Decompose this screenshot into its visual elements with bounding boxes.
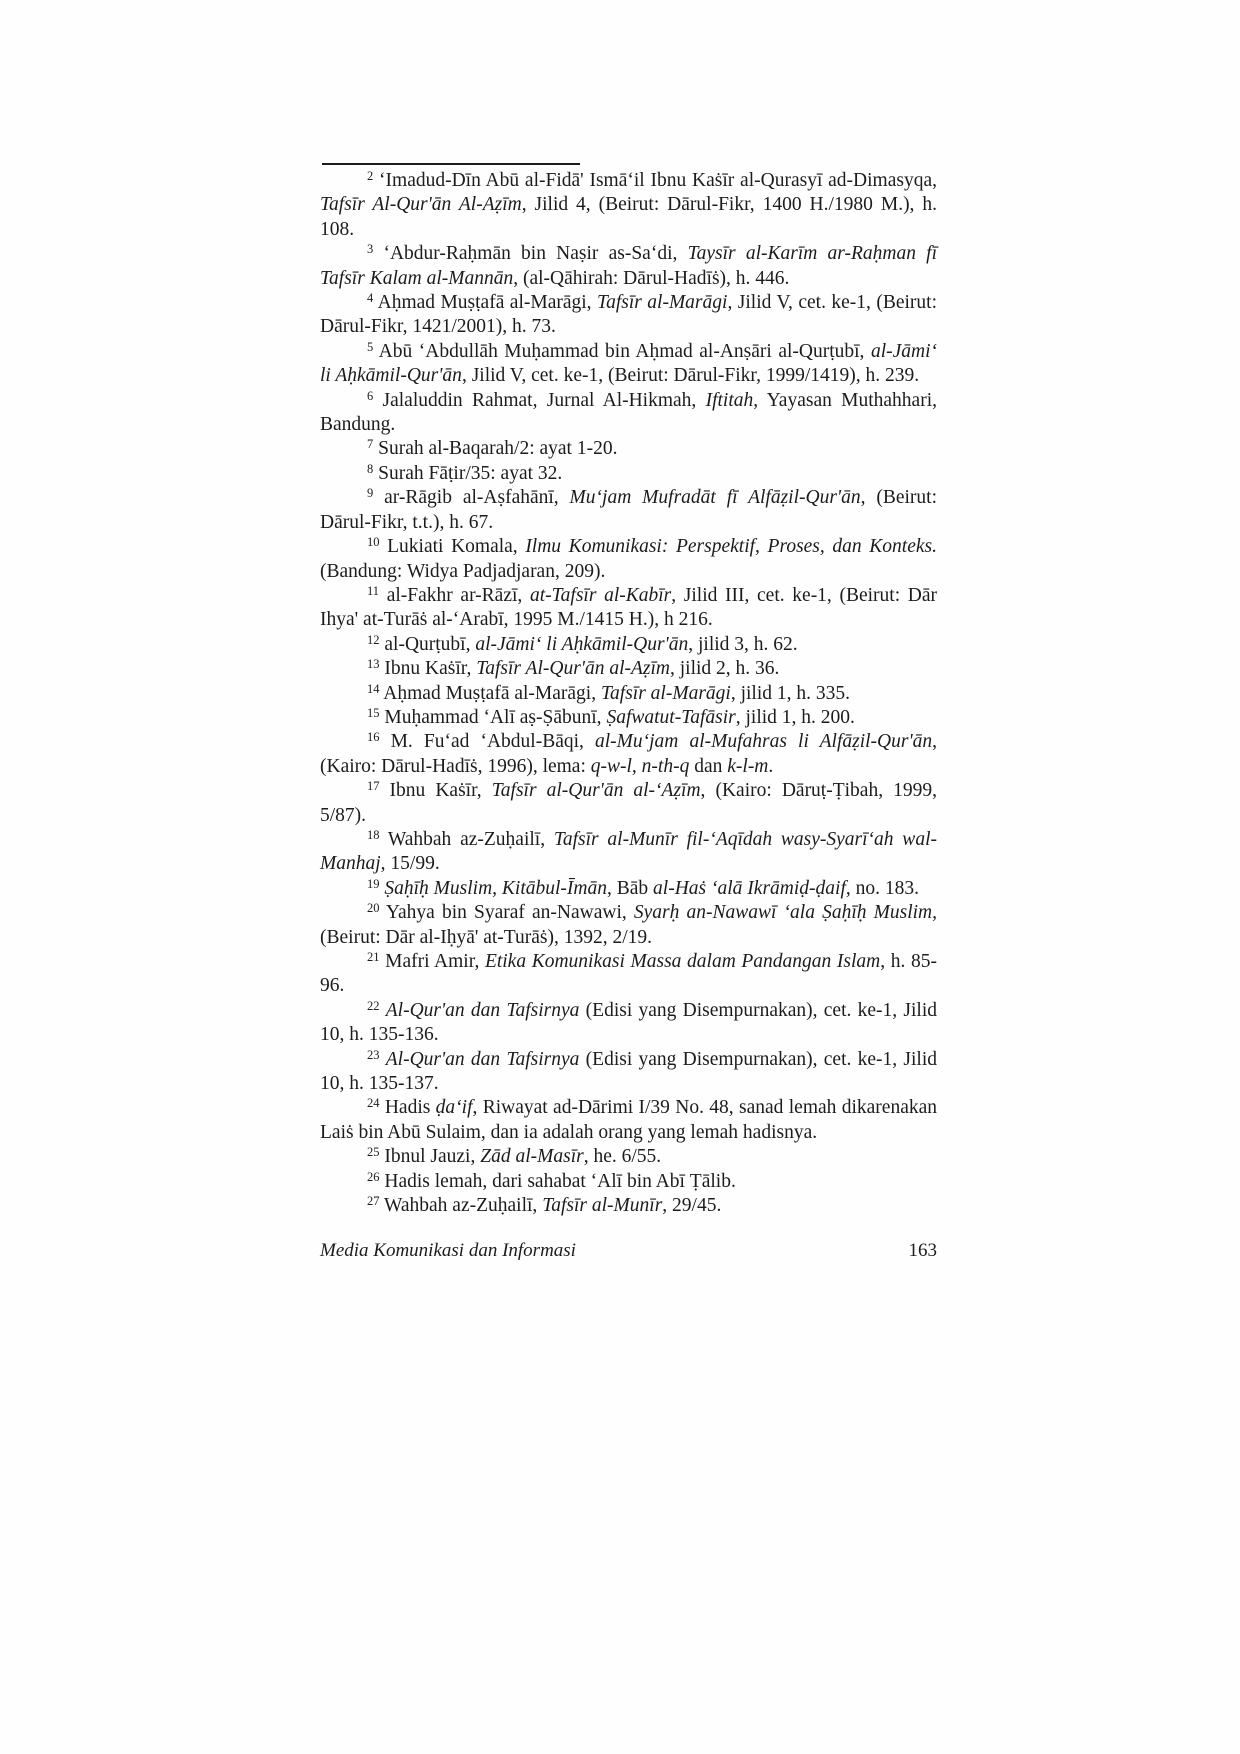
footnote-number: 20 — [367, 901, 380, 916]
footnote-text: Lukiati Komala, — [379, 536, 526, 558]
footnote-text: Jalaluddin Rahmat, Jurnal Al-Hikmah, — [373, 389, 706, 411]
footnote-text: , (al-Qāhirah: Dārul-Hadīṡ), h. 446. — [513, 267, 790, 289]
footnote-4 — [320, 291, 937, 340]
footnote-number: 27 — [367, 1194, 380, 1209]
footnote-italic-text: Al-Qur'an dan Tafsirnya — [385, 1048, 580, 1070]
footnote-number: 2 — [367, 169, 374, 183]
footnote-number: 21 — [367, 950, 380, 964]
footnote-text: , (Kairo: Dāruṭ-Ṭibah, 1999, 5/87). — [320, 780, 937, 826]
footnote-italic-text: Tafsīr al-Marāgi — [597, 292, 728, 314]
footnote-number: 14 — [367, 681, 380, 696]
journal-name: Media Komunikasi dan Informasi — [320, 1240, 576, 1261]
footnote-number: 22 — [367, 998, 380, 1013]
footnote-text: , h. 85-96. — [320, 951, 937, 997]
page-number: 163 — [908, 1240, 937, 1261]
footnote-text: Mafri Amir, — [379, 951, 485, 972]
footnote-italic-text: Iftitah — [705, 389, 754, 411]
footnote-text: (Beirut: Dār al-Iḥyā' at-Turāṡ), 1392, 2/19. — [320, 926, 653, 948]
footnote-19 — [320, 877, 937, 901]
footnote-text: al-Fakhr ar-Rāzī, — [379, 584, 530, 606]
footnote-number: 6 — [367, 388, 374, 403]
footnote-number: 9 — [367, 486, 374, 501]
footnote-text: , (Kairo: Dārul-Hadīṡ, 1996), lema: — [320, 731, 937, 777]
footnote-italic-text: Ṣafwatut-Tafāsir — [606, 706, 736, 728]
footnote-6 — [320, 389, 937, 438]
footnote-italic-text: al-Mu‘jam al-Mufahras li Alfāẓil-Qur'ān — [594, 731, 933, 753]
footnote-italic-text: al-Jāmi‘ li Aḥkāmil-Qur'ān — [320, 340, 937, 387]
footnote-italic-text: Ilmu Komunikasi: Perspektif, Proses, dan Konteks. — [525, 536, 937, 558]
footnote-11 — [320, 584, 937, 633]
footnote-27 — [320, 1194, 937, 1218]
footnote-text: , jilid 1, h. 200. — [735, 706, 855, 728]
footnote-text: Wahbah az-Zuḥailī, — [379, 1195, 543, 1217]
footnote-text: , Jilid V, cet. ke-1, (Beirut: Dārul-Fikr, 1999/1419), h. 239. — [461, 365, 920, 387]
footnote-number: 24 — [367, 1096, 380, 1111]
footnote-5 — [320, 340, 937, 389]
footnote-text: Hadis — [379, 1097, 436, 1119]
footnote-italic-text: Tafsīr al-Marāgi — [600, 682, 731, 704]
footnote-23 — [320, 1048, 937, 1097]
footnote-italic-text: Mu‘jam Mufradāt fī Alfāẓil-Qur'ān — [569, 487, 861, 509]
footnote-text: ‘Abdur-Raḥmān bin Naṣir as-Sa‘di, — [373, 243, 688, 265]
footnote-italic-text: Taysīr al-Karīm ar-Raḥman fī Tafsīr Kalam al-Mannān — [320, 243, 937, 289]
footnote-text: , jilid 1, h. 335. — [730, 682, 851, 704]
footnote-number: 25 — [367, 1145, 380, 1160]
footnote-3 — [320, 242, 937, 291]
footnote-text: Aḥmad Muṣṭafā al-Marāgi, — [379, 682, 601, 704]
footnote-12 — [320, 633, 937, 657]
footnote-text: Ibnu Kaṡīr, — [379, 780, 492, 802]
footnote-number: 23 — [367, 1047, 380, 1062]
footnote-italic-text: Ṣaḥīḥ Muslim, Kitābul-Īmān — [384, 877, 607, 899]
footnote-text: , 15/99. — [380, 853, 440, 875]
footnote-number: 12 — [367, 632, 380, 647]
footnote-15 — [320, 706, 937, 730]
footnote-24 — [320, 1096, 937, 1145]
footnote-number: 13 — [367, 657, 380, 672]
footnote-25 — [320, 1145, 937, 1169]
footnote-text: (Edisi yang Disempurnakan), cet. ke-1, Jilid 10, h. 135-137. — [320, 1048, 937, 1095]
footnotes — [320, 169, 937, 1218]
footnote-26 — [320, 1170, 937, 1194]
footnote-number: 11 — [367, 583, 380, 598]
footnote-text: , jilid 3, h. 62. — [688, 633, 798, 655]
footnote-number: 15 — [367, 705, 380, 720]
footnote-italic-text: ḍa‘if — [435, 1097, 473, 1119]
footnote-text: Ibnu Kaṡīr, — [379, 658, 477, 680]
footnote-number: 4 — [367, 291, 374, 306]
footnote-text: , Riwayat ad-Dārimi I/39 No. 48, sanad lemah dikarenakan Laiṡ bin Abū Sulaim, dan ia adalah orang yang lemah hadisnya. — [320, 1097, 938, 1143]
footnote-italic-text: Tafsīr al-Qur'ān al-‘Aẓīm — [491, 780, 701, 802]
footnote-10 — [320, 535, 937, 584]
footnote-text: , jilid 2, h. 36. — [670, 658, 780, 680]
footnote-text: M. Fu‘ad ‘Abdul-Bāqi, — [379, 731, 595, 753]
footnote-text: , Jilid III, cet. ke-1, (Beirut: Dār Ihya' at-Turāṡ al-‘Arabī, 1995 M./1415 H.), h 216. — [320, 584, 938, 631]
footnote-number: 19 — [367, 876, 380, 891]
footnote-21 — [320, 950, 937, 999]
footnote-italic-text: Tafsīr Al-Qur'ān Al-Aẓīm — [320, 194, 522, 216]
footnote-italic-text: Tafsīr al-Munīr — [542, 1195, 663, 1217]
footnote-text: Hadis lemah, dari sahabat ‘Alī bin Abī Ṭālib. — [379, 1170, 736, 1192]
footnote-20 — [320, 901, 937, 950]
footnote-number: 5 — [367, 339, 374, 354]
footnote-italic-text: Al-Qur'an dan Tafsirnya — [385, 999, 580, 1021]
footnote-text: al-Qurṭubī, — [379, 633, 476, 655]
page-footer — [320, 1240, 937, 1262]
footnote-text: (Bandung: Widya Padjadjaran, 209). — [320, 560, 606, 582]
footnote-text: , he. 6/55. — [583, 1146, 662, 1168]
footnote-text: , (Beirut: Dārul-Fikr, t.t.), h. 67. — [320, 487, 937, 533]
footnote-7 — [320, 437, 937, 461]
footnote-14 — [320, 682, 937, 706]
footnote-italic-text: Zād al-Masīr — [480, 1146, 584, 1168]
footnote-text: , Jilid 4, (Beirut: Dārul-Fikr, 1400 H./1980 M.), h. 108. — [320, 194, 937, 240]
footnote-italic-text: Tafsīr Al-Qur'ān al-Aẓīm — [476, 658, 670, 680]
footnote-text: Ibnul Jauzi, — [379, 1146, 481, 1168]
footnote-text: . — [768, 755, 774, 777]
footnote-text: Surah Fāṭir/35: ayat 32. — [373, 462, 563, 484]
footnote-italic-text: al-Haṡ ‘alā Ikrāmiḍ-ḍaif — [653, 877, 846, 899]
footnote-text: , no. 183. — [845, 877, 919, 899]
footnote-number: 7 — [367, 437, 374, 452]
footnote-text: , Bāb — [607, 877, 654, 899]
footnote-italic-text: al-Jāmi‘ li Aḥkāmil-Qur'ān — [475, 633, 689, 655]
footnote-italic-text: k-l-m — [727, 755, 769, 777]
footnote-text: Muḥammad ‘Alī aṣ-Ṣābunī, — [379, 706, 607, 728]
footnote-italic-text: Etika Komunikasi Massa dalam Pandangan Islam — [484, 951, 881, 972]
footnote-17 — [320, 779, 937, 828]
footnote-number: 18 — [367, 827, 380, 842]
footnote-2 — [320, 169, 937, 242]
footnote-text: , Jilid V, cet. ke-1, (Beirut: Dārul-Fikr, 1421/2001), h. 73. — [320, 292, 938, 338]
footnote-number: 26 — [367, 1169, 380, 1184]
footnote-text: dan — [689, 755, 728, 777]
footnote-18 — [320, 828, 937, 877]
footnote-number: 8 — [367, 461, 374, 476]
footnote-text: Surah al-Baqarah/2: ayat 1-20. — [373, 438, 618, 460]
footnote-16 — [320, 730, 937, 779]
footnote-text: Yahya bin Syaraf an-Nawawi, — [379, 902, 634, 924]
footnote-9 — [320, 486, 937, 535]
footnote-italic-text: at-Tafsīr al-Kabīr — [529, 584, 672, 606]
footnote-separator-rule — [322, 163, 580, 165]
footnote-8 — [320, 462, 937, 486]
footnote-text: Abū ‘Abdullāh Muḥammad bin Aḥmad al-Anṣāri al-Qurṭubī, — [373, 340, 871, 362]
footnote-number: 10 — [367, 535, 380, 550]
footnote-italic-text: Syarḥ an-Nawawī ‘ala Ṣaḥīḥ Muslim, — [633, 902, 937, 924]
footnote-number: 16 — [367, 730, 380, 745]
footnote-text: Aḥmad Muṣṭafā al-Marāgi, — [373, 292, 598, 314]
footnote-text: , 29/45. — [662, 1195, 722, 1217]
footnote-number: 17 — [367, 779, 380, 794]
footnote-text: Wahbah az-Zuḥailī, — [379, 828, 554, 850]
footnote-italic-text: Tafsīr al-Munīr fil-‘Aqīdah wasy-Syarī‘ah wal-Manhaj — [320, 828, 937, 875]
footnote-text: (Edisi yang Disempurnakan), cet. ke-1, Jilid 10, h. 135-136. — [320, 999, 937, 1046]
footnote-text: , Yayasan Muthahhari, Bandung. — [320, 389, 937, 436]
footnote-22 — [320, 999, 937, 1048]
footnote-number: 3 — [367, 242, 374, 257]
footnote-italic-text: q-w-l, n-th-q — [590, 755, 690, 777]
footnote-text: ‘Imadud-Dīn Abū al-Fidā' Ismā‘il Ibnu Kaṡīr al-Qurasyī ad-Dimasyqa, — [373, 170, 937, 191]
footnote-13 — [320, 657, 937, 681]
footnote-text: ar-Rāgib al-Aṣfahānī, — [373, 487, 570, 509]
